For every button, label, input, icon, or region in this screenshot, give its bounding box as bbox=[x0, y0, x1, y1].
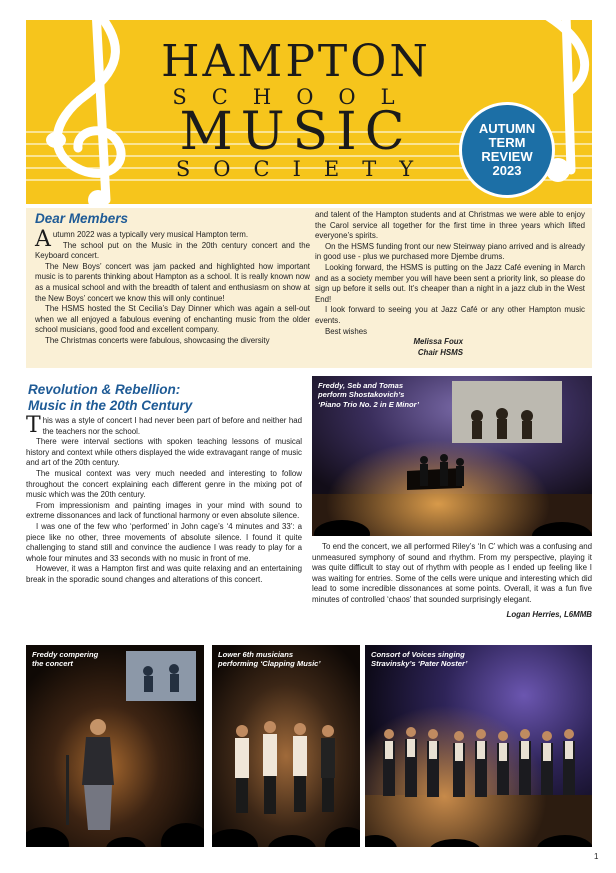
choir-image bbox=[365, 645, 592, 847]
paragraph: The New Boys’ concert was jam packed and highlighted how important music is to parents thinking about Hampton as a school. It is really known now as a musical school and with the breadth of talent and enthusiasm on show at the New Boys’ concert we know this will only continue! bbox=[35, 261, 310, 303]
photo-consort-of-voices bbox=[365, 645, 592, 847]
paragraph: I look forward to seeing you at Jazz Café or any other Hampton music events. bbox=[315, 305, 585, 325]
closing: Best wishes bbox=[325, 326, 368, 336]
signature-name: Melissa Foux bbox=[413, 337, 463, 347]
photo-clapping-music bbox=[212, 645, 360, 847]
masthead-school: SCHOOL bbox=[172, 85, 420, 109]
paragraph: Autumn 2022 was a typically very musical Hampton term. bbox=[35, 227, 249, 252]
masthead-society: SOCIETY bbox=[175, 157, 437, 181]
paragraph: From impressionism and painting images in your mind with sound to extreme dissonances and lack of functional harmony or even absolute silence. bbox=[26, 500, 302, 521]
badge-line: AUTUMN bbox=[478, 121, 536, 136]
badge-line: REVIEW bbox=[481, 149, 533, 164]
paragraph: There were interval sections with spoken teaching lessons of musical history and context while others displayed the wide extravagant range of music and art of the 20th century. bbox=[26, 437, 302, 468]
paragraph: Looking forward, the HSMS is putting on the Jazz Café evening in March and as a society member you will have been sent a priority link, so please do sign up before it sells out. It’s cheaper than a night in a jazz club in the West End! bbox=[315, 262, 585, 304]
paragraph: The musical context was very much needed and interesting to follow throughout the concert explaining each different genre in the mixing pot of music which was the 20th century. bbox=[26, 468, 302, 500]
paragraph: The school put on the Music in the 20th century concert and the Keyboard concert. bbox=[35, 240, 310, 261]
masthead-hampton: HAMPTON bbox=[161, 36, 431, 87]
article-byline: Logan Herries, L6MMB bbox=[506, 609, 592, 619]
members-left-column bbox=[35, 210, 310, 347]
masthead bbox=[26, 20, 592, 204]
paragraph: This was a style of concert I had never been part of before and neither had the teachers nor the school. bbox=[26, 413, 302, 438]
photo-caption: Freddy compering the concert bbox=[32, 650, 99, 669]
paragraph: However, it was a Hampton first and was quite relaxing and an entertaining break in the sporadic sound changes and alterations of this concert. bbox=[26, 564, 302, 584]
compere-image bbox=[26, 645, 204, 847]
paragraph: I was one of the few who ‘performed’ in John cage’s ‘4 minutes and 33’: a piece like no other, three movements of absolute silence. I found it quite challenging to stand still and convince the audience I was ready to play for a whole four minutes and 33 seconds with no music in front of me. bbox=[26, 521, 302, 563]
paragraph: To end the concert, we all performed Riley’s ‘In C’ which was a confusing and unmeasured symphony of sound and rhythm. From my perspective, playing it was quite difficult to stay out of rhythm with people as I ended up feeling like I was waiting for entries. Some of the cells were unique and interesting which did lead to some incredible dissonances at some points. Overall, it was a fun five minutes of controlled ‘chaos’ that sounded surprisingly elegant. bbox=[312, 542, 592, 604]
members-right-column bbox=[315, 210, 585, 358]
photo-freddy-compering bbox=[26, 645, 204, 847]
term-badge bbox=[459, 102, 555, 198]
article-title bbox=[28, 382, 298, 414]
dear-members-box bbox=[26, 208, 592, 368]
music-note-icon bbox=[46, 132, 66, 148]
photo-piano-trio bbox=[312, 376, 592, 536]
article-left-column bbox=[26, 413, 302, 586]
masthead-music: MUSIC bbox=[179, 102, 413, 162]
page-number: 1 bbox=[594, 852, 599, 861]
paragraph: The HSMS hosted the St Cecilia’s Day Dinner which was again a sell-out when we all enjoyed a fabulous evening of enchanting music from the older school musicians, good food and excellent company. bbox=[35, 304, 310, 335]
drop-cap: T bbox=[26, 413, 41, 438]
article-right-column bbox=[312, 542, 592, 620]
photo-caption: Lower 6th musicians performing ‘Clapping Music’ bbox=[218, 650, 321, 669]
clapping-music-image bbox=[212, 645, 360, 847]
badge-line: TERM bbox=[488, 135, 526, 150]
dear-members-heading: Dear Members bbox=[35, 211, 129, 226]
photo-caption: Consort of Voices singing Stravinsky’s ‘Pater Noster’ bbox=[371, 650, 468, 669]
photo-caption: Freddy, Seb and Tomas perform Shostakovich’s ‘Piano Trio No. 2 in E Minor’ bbox=[318, 381, 419, 409]
drop-cap: A bbox=[35, 227, 51, 252]
article-title-line: Music in the 20th Century bbox=[28, 398, 193, 413]
paragraph: The Christmas concerts were fabulous, showcasing the diversity bbox=[45, 335, 270, 345]
paragraph: On the HSMS funding front our new Steinway piano arrived and is already in good use - plus we purchased more Djembe drums. bbox=[315, 241, 585, 262]
signature-role: Chair HSMS bbox=[417, 347, 463, 357]
badge-line: 2023 bbox=[492, 163, 522, 178]
article-title-line: Revolution & Rebellion: bbox=[28, 382, 181, 397]
paragraph: and talent of the Hampton students and at Christmas we were able to enjoy the Carol service all together for the first time in three years which lifted everyone’s spirits. bbox=[315, 210, 585, 241]
